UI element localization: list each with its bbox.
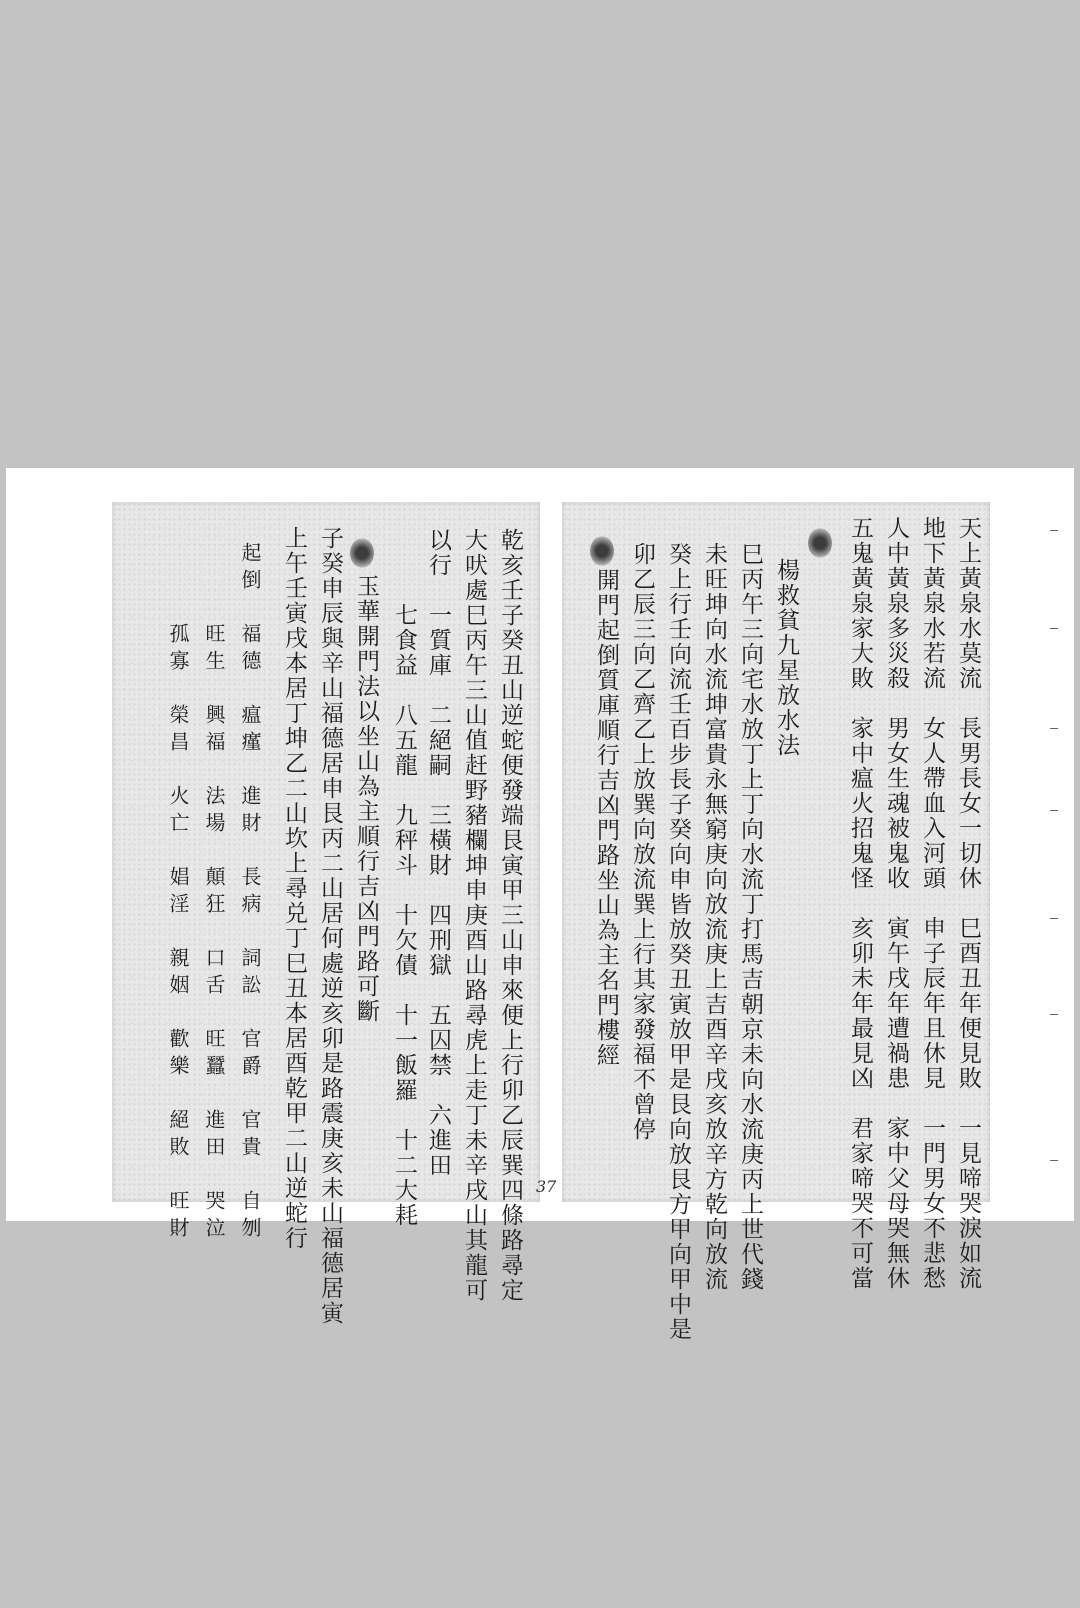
section-heading: 楊救貧九星放水法 [773,558,799,758]
right-col-8: 癸上行壬向流壬百步長子癸向申皆放癸丑寅放甲是艮向放艮方甲向甲中是 [665,542,691,1342]
right-col-2: 地下黃泉水若流 女人帶血入河頭 申子辰年且休見 一門男女不悲愁 [919,516,945,1291]
left-col-6: 子癸申辰與辛山福德居申艮丙二山居何處逆亥卯是路震庚亥未山福德居寅 [317,526,343,1326]
page-number: 37 [536,1177,557,1196]
right-col-10: 開門起倒質庫順行吉凶門路坐山為主名門樓經 [593,568,619,1068]
section-marker-dot [808,528,832,558]
right-col-3: 人中黃泉多災殺 男女生魂被鬼收 寅午戌年遭禍患 家中父母哭無休 [883,516,909,1291]
left-col-3: 以行 一質庫 二絕嗣 三橫財 四刑獄 五囚禁 六進田 [425,528,451,1178]
left-page [112,502,540,1326]
right-col-4: 五鬼黃泉家大敗 家中瘟火招鬼怪 亥卯未年最見凶 君家啼哭不可當 [847,516,873,1291]
section-marker-dot [590,536,614,566]
section-marker-dot [350,538,374,568]
table-col-3: 孤寡 榮昌 火亡 娼淫 親姻 歡樂 絕敗 旺財 [166,542,190,1244]
right-col-6: 巳丙午三向宅水放丁上丁向水流丁打馬吉朝京未向水流庚丙上世代錢 [737,542,763,1292]
left-col-2: 大吠處巳丙午三山值赶野豬欄坤申庚酉山路尋虎上走丁未辛戌山其龍可 [461,528,487,1303]
right-col-9: 卯乙辰三向乙齊乙上放巽向放流巽上行其家發福不曾停 [629,542,655,1142]
scanned-spread [6,468,1074,1342]
left-col-5: 玉華開門法以坐山為主順行吉凶門路可斷 [353,574,379,1024]
left-col-4: 七食益 八五龍 九秤斗 十欠債 十一飯羅 十二大耗 [391,528,417,1228]
left-col-7: 上午壬寅戌本居丁坤乙二山坎上尋兑丁巳丑本居酉乾甲二山逆蛇行 [281,526,307,1251]
right-col-7: 未旺坤向水流坤富貴永無窮庚向放流庚上吉酉辛戌亥放辛方乾向放流 [701,542,727,1292]
table-col-1: 起倒 福德 瘟瘽 進財 長病 詞訟 官爵 官貴 自刎 [238,542,262,1244]
right-col-1: 天上黃泉水莫流 長男長女一切休 巳酉丑年便見敗 一見啼哭淚如流 [955,516,981,1291]
table-col-2: 旺生 興福 法場 顛狂 口舌 旺蠶 進田 哭泣 [202,542,226,1244]
right-page [562,502,990,1342]
left-col-1: 乾亥壬子癸丑山逆蛇便發端艮寅甲三山申來便上行卯乙辰巽四條路尋定 [497,528,523,1303]
